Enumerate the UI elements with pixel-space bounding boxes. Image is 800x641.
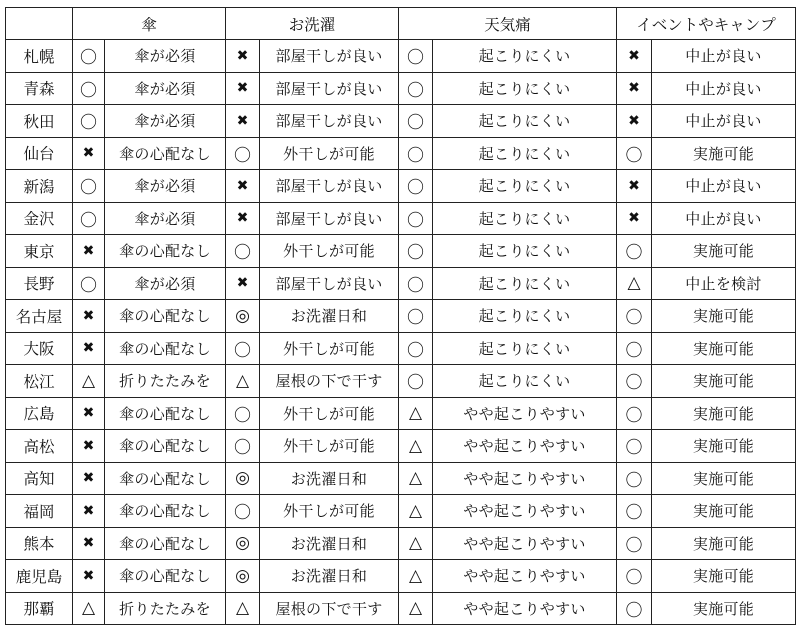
laundry-mark: ◎ bbox=[226, 300, 260, 333]
umbrella-mark: ✖ bbox=[73, 332, 105, 365]
headache-text: 起こりにくい bbox=[433, 105, 617, 138]
laundry-text: お洗濯日和 bbox=[260, 527, 399, 560]
umbrella-mark: ✖ bbox=[73, 300, 105, 333]
umbrella-text: 傘が必須 bbox=[105, 170, 226, 203]
headache-text: やや起こりやすい bbox=[433, 527, 617, 560]
city-cell: 金沢 bbox=[6, 202, 73, 235]
umbrella-text: 傘の心配なし bbox=[105, 137, 226, 170]
headache-mark: 〇 bbox=[399, 332, 433, 365]
umbrella-mark: ✖ bbox=[73, 495, 105, 528]
event-text: 中止が良い bbox=[652, 105, 796, 138]
laundry-text: 外干しが可能 bbox=[260, 332, 399, 365]
laundry-mark: 〇 bbox=[226, 137, 260, 170]
headache-text: やや起こりやすい bbox=[433, 397, 617, 430]
city-cell: 新潟 bbox=[6, 170, 73, 203]
header-headache: 天気痛 bbox=[399, 8, 617, 40]
city-cell: 大阪 bbox=[6, 332, 73, 365]
table-row bbox=[6, 40, 796, 73]
headache-text: 起こりにくい bbox=[433, 72, 617, 105]
laundry-text: 外干しが可能 bbox=[260, 430, 399, 463]
headache-mark: 〇 bbox=[399, 365, 433, 398]
headache-text: やや起こりやすい bbox=[433, 430, 617, 463]
umbrella-text: 傘の心配なし bbox=[105, 430, 226, 463]
laundry-text: 外干しが可能 bbox=[260, 137, 399, 170]
event-mark: 〇 bbox=[617, 300, 652, 333]
laundry-mark: ◎ bbox=[226, 560, 260, 593]
city-cell: 仙台 bbox=[6, 137, 73, 170]
umbrella-text: 傘の心配なし bbox=[105, 495, 226, 528]
event-mark: ✖ bbox=[617, 202, 652, 235]
laundry-mark: 〇 bbox=[226, 397, 260, 430]
laundry-mark: 〇 bbox=[226, 495, 260, 528]
laundry-mark: ◎ bbox=[226, 527, 260, 560]
table-row bbox=[6, 365, 796, 398]
headache-mark: 〇 bbox=[399, 267, 433, 300]
event-text: 中止が良い bbox=[652, 170, 796, 203]
event-mark: 〇 bbox=[617, 462, 652, 495]
event-mark: 〇 bbox=[617, 527, 652, 560]
laundry-text: 外干しが可能 bbox=[260, 235, 399, 268]
headache-text: 起こりにくい bbox=[433, 202, 617, 235]
headache-mark: △ bbox=[399, 527, 433, 560]
table-body bbox=[6, 40, 796, 625]
event-text: 実施可能 bbox=[652, 430, 796, 463]
header-umbrella: 傘 bbox=[73, 8, 226, 40]
headache-mark: 〇 bbox=[399, 105, 433, 138]
table-row bbox=[6, 72, 796, 105]
city-cell: 広島 bbox=[6, 397, 73, 430]
laundry-mark: ✖ bbox=[226, 267, 260, 300]
laundry-text: お洗濯日和 bbox=[260, 560, 399, 593]
city-cell: 鹿児島 bbox=[6, 560, 73, 593]
table-row bbox=[6, 170, 796, 203]
event-text: 中止が良い bbox=[652, 72, 796, 105]
event-text: 中止を検討 bbox=[652, 267, 796, 300]
event-text: 実施可能 bbox=[652, 462, 796, 495]
headache-text: やや起こりやすい bbox=[433, 592, 617, 625]
event-mark: ✖ bbox=[617, 105, 652, 138]
umbrella-mark: 〇 bbox=[73, 40, 105, 73]
event-text: 実施可能 bbox=[652, 300, 796, 333]
laundry-text: お洗濯日和 bbox=[260, 462, 399, 495]
header-city bbox=[6, 8, 73, 40]
header-row bbox=[6, 8, 796, 40]
headache-mark: △ bbox=[399, 560, 433, 593]
umbrella-text: 傘が必須 bbox=[105, 267, 226, 300]
umbrella-text: 傘が必須 bbox=[105, 40, 226, 73]
event-mark: ✖ bbox=[617, 40, 652, 73]
event-text: 実施可能 bbox=[652, 495, 796, 528]
umbrella-mark: △ bbox=[73, 592, 105, 625]
city-cell: 高松 bbox=[6, 430, 73, 463]
headache-text: 起こりにくい bbox=[433, 365, 617, 398]
event-text: 実施可能 bbox=[652, 137, 796, 170]
city-cell: 札幌 bbox=[6, 40, 73, 73]
event-text: 中止が良い bbox=[652, 40, 796, 73]
laundry-text: 部屋干しが良い bbox=[260, 202, 399, 235]
city-cell: 青森 bbox=[6, 72, 73, 105]
headache-mark: 〇 bbox=[399, 137, 433, 170]
headache-mark: △ bbox=[399, 430, 433, 463]
headache-text: 起こりにくい bbox=[433, 235, 617, 268]
laundry-text: 屋根の下で干す bbox=[260, 365, 399, 398]
headache-mark: △ bbox=[399, 462, 433, 495]
umbrella-mark: ✖ bbox=[73, 397, 105, 430]
headache-mark: △ bbox=[399, 397, 433, 430]
laundry-mark: △ bbox=[226, 592, 260, 625]
headache-mark: △ bbox=[399, 495, 433, 528]
city-cell: 東京 bbox=[6, 235, 73, 268]
umbrella-mark: 〇 bbox=[73, 105, 105, 138]
laundry-text: 部屋干しが良い bbox=[260, 72, 399, 105]
event-text: 実施可能 bbox=[652, 365, 796, 398]
laundry-text: 外干しが可能 bbox=[260, 495, 399, 528]
umbrella-text: 傘の心配なし bbox=[105, 332, 226, 365]
umbrella-text: 折りたたみを bbox=[105, 592, 226, 625]
umbrella-mark: ✖ bbox=[73, 527, 105, 560]
table-row bbox=[6, 397, 796, 430]
table-row bbox=[6, 495, 796, 528]
headache-mark: 〇 bbox=[399, 170, 433, 203]
laundry-mark: ✖ bbox=[226, 40, 260, 73]
event-mark: 〇 bbox=[617, 560, 652, 593]
umbrella-text: 傘が必須 bbox=[105, 72, 226, 105]
event-mark: 〇 bbox=[617, 495, 652, 528]
laundry-text: 部屋干しが良い bbox=[260, 267, 399, 300]
umbrella-mark: ✖ bbox=[73, 430, 105, 463]
event-mark: ✖ bbox=[617, 72, 652, 105]
laundry-mark: ✖ bbox=[226, 202, 260, 235]
umbrella-text: 傘が必須 bbox=[105, 105, 226, 138]
city-cell: 福岡 bbox=[6, 495, 73, 528]
umbrella-mark: △ bbox=[73, 365, 105, 398]
headache-text: 起こりにくい bbox=[433, 267, 617, 300]
table-row bbox=[6, 300, 796, 333]
laundry-mark: △ bbox=[226, 365, 260, 398]
laundry-text: 屋根の下で干す bbox=[260, 592, 399, 625]
laundry-text: 部屋干しが良い bbox=[260, 40, 399, 73]
laundry-mark: ✖ bbox=[226, 105, 260, 138]
umbrella-mark: 〇 bbox=[73, 170, 105, 203]
table-row bbox=[6, 332, 796, 365]
umbrella-text: 傘の心配なし bbox=[105, 397, 226, 430]
event-mark: 〇 bbox=[617, 397, 652, 430]
umbrella-mark: ✖ bbox=[73, 235, 105, 268]
headache-text: 起こりにくい bbox=[433, 332, 617, 365]
header-event: イベントやキャンプ bbox=[617, 8, 796, 40]
headache-text: 起こりにくい bbox=[433, 300, 617, 333]
table-row bbox=[6, 137, 796, 170]
table-row bbox=[6, 105, 796, 138]
city-cell: 熊本 bbox=[6, 527, 73, 560]
umbrella-text: 傘の心配なし bbox=[105, 462, 226, 495]
event-text: 実施可能 bbox=[652, 397, 796, 430]
umbrella-text: 傘の心配なし bbox=[105, 527, 226, 560]
laundry-mark: ◎ bbox=[226, 462, 260, 495]
table-row bbox=[6, 430, 796, 463]
headache-text: やや起こりやすい bbox=[433, 495, 617, 528]
table-row bbox=[6, 592, 796, 625]
event-mark: 〇 bbox=[617, 430, 652, 463]
laundry-mark: 〇 bbox=[226, 332, 260, 365]
event-mark: △ bbox=[617, 267, 652, 300]
city-cell: 秋田 bbox=[6, 105, 73, 138]
event-text: 実施可能 bbox=[652, 332, 796, 365]
city-cell: 那覇 bbox=[6, 592, 73, 625]
laundry-mark: 〇 bbox=[226, 235, 260, 268]
headache-text: やや起こりやすい bbox=[433, 462, 617, 495]
headache-mark: 〇 bbox=[399, 235, 433, 268]
event-text: 実施可能 bbox=[652, 527, 796, 560]
event-mark: 〇 bbox=[617, 137, 652, 170]
event-mark: 〇 bbox=[617, 365, 652, 398]
event-text: 実施可能 bbox=[652, 235, 796, 268]
laundry-text: 部屋干しが良い bbox=[260, 170, 399, 203]
laundry-text: 外干しが可能 bbox=[260, 397, 399, 430]
headache-mark: 〇 bbox=[399, 72, 433, 105]
headache-mark: 〇 bbox=[399, 202, 433, 235]
event-text: 中止が良い bbox=[652, 202, 796, 235]
table-row bbox=[6, 560, 796, 593]
headache-mark: 〇 bbox=[399, 300, 433, 333]
table-row bbox=[6, 527, 796, 560]
event-mark: ✖ bbox=[617, 170, 652, 203]
laundry-mark: 〇 bbox=[226, 430, 260, 463]
umbrella-text: 傘が必須 bbox=[105, 202, 226, 235]
laundry-text: お洗濯日和 bbox=[260, 300, 399, 333]
city-cell: 松江 bbox=[6, 365, 73, 398]
event-text: 実施可能 bbox=[652, 592, 796, 625]
umbrella-mark: ✖ bbox=[73, 137, 105, 170]
umbrella-text: 傘の心配なし bbox=[105, 300, 226, 333]
umbrella-text: 傘の心配なし bbox=[105, 560, 226, 593]
headache-text: 起こりにくい bbox=[433, 137, 617, 170]
umbrella-text: 折りたたみを bbox=[105, 365, 226, 398]
table-row bbox=[6, 267, 796, 300]
laundry-text: 部屋干しが良い bbox=[260, 105, 399, 138]
laundry-mark: ✖ bbox=[226, 170, 260, 203]
umbrella-mark: 〇 bbox=[73, 72, 105, 105]
headache-text: 起こりにくい bbox=[433, 40, 617, 73]
headache-text: やや起こりやすい bbox=[433, 560, 617, 593]
city-cell: 名古屋 bbox=[6, 300, 73, 333]
table-header bbox=[6, 8, 796, 40]
header-laundry: お洗濯 bbox=[226, 8, 399, 40]
headache-mark: 〇 bbox=[399, 40, 433, 73]
umbrella-mark: 〇 bbox=[73, 267, 105, 300]
umbrella-mark: ✖ bbox=[73, 462, 105, 495]
laundry-mark: ✖ bbox=[226, 72, 260, 105]
event-text: 実施可能 bbox=[652, 560, 796, 593]
umbrella-mark: ✖ bbox=[73, 560, 105, 593]
table-row bbox=[6, 462, 796, 495]
headache-text: 起こりにくい bbox=[433, 170, 617, 203]
event-mark: 〇 bbox=[617, 235, 652, 268]
weather-index-table bbox=[5, 7, 796, 625]
city-cell: 長野 bbox=[6, 267, 73, 300]
umbrella-mark: 〇 bbox=[73, 202, 105, 235]
umbrella-text: 傘の心配なし bbox=[105, 235, 226, 268]
headache-mark: △ bbox=[399, 592, 433, 625]
table-row bbox=[6, 202, 796, 235]
event-mark: 〇 bbox=[617, 332, 652, 365]
table-row bbox=[6, 235, 796, 268]
city-cell: 高知 bbox=[6, 462, 73, 495]
event-mark: 〇 bbox=[617, 592, 652, 625]
